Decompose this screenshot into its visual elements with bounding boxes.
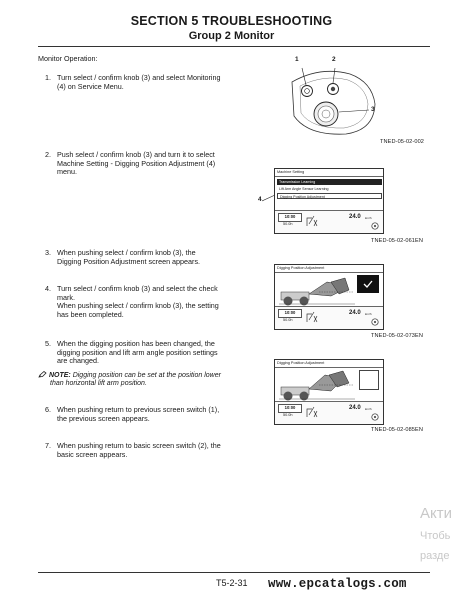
callout-3: 3 <box>371 106 375 113</box>
step-number: 1. <box>45 73 51 82</box>
step-number: 7. <box>45 441 51 450</box>
screen-title: Digging Position Adjustment <box>277 266 325 270</box>
fan-icon <box>370 413 380 421</box>
step-number: 3. <box>45 248 51 257</box>
screen-title: Machine Setting <box>277 170 305 174</box>
gauge-icon <box>305 214 319 228</box>
status-bar <box>275 210 383 233</box>
step-line: Digging Position Adjustment screen appears. <box>57 256 201 266</box>
hour-meter: 50.0h <box>283 318 293 322</box>
check-mark-button[interactable] <box>357 275 379 293</box>
step-line: basic screen appears. <box>57 449 128 459</box>
hour-meter: 50.0h <box>283 413 293 417</box>
callout-1: 1 <box>295 56 299 63</box>
step-line: menu. <box>57 167 77 177</box>
site-link[interactable]: www.epcatalogs.com <box>268 577 407 591</box>
speed-readout: 24.0 <box>349 310 361 316</box>
footer-rule <box>38 572 430 573</box>
speed-unit: km/h <box>365 407 372 411</box>
loader-illustration <box>279 274 355 306</box>
status-bar <box>275 401 383 424</box>
step-line: are changed. <box>57 356 99 366</box>
step-line: digging position and lift arm angle position settings <box>57 347 218 357</box>
status-bar <box>275 306 383 329</box>
speed-unit: km/h <box>365 216 372 220</box>
step-line: Push select / confirm knob (3) and turn it to select <box>57 150 215 159</box>
loader-illustration <box>279 369 355 401</box>
watermark-text: Чтобь <box>420 530 451 542</box>
step-line: mark. <box>57 292 75 302</box>
step-line: When pushing select / confirm knob (3), the <box>57 248 196 257</box>
note-label: NOTE: <box>48 372 71 379</box>
screen-divider <box>275 272 383 273</box>
page-number: T5-2-31 <box>216 578 248 588</box>
speed-readout: 24.0 <box>349 214 361 220</box>
step-line: Turn select / confirm knob (3) and select Monitoring <box>57 73 221 82</box>
screen-title: Digging Position Adjustment <box>277 361 325 365</box>
fan-icon <box>370 222 380 230</box>
note-text: Digging position can be set at the position lower <box>72 372 221 379</box>
figure-caption: TNED-05-02-085EN <box>371 427 423 433</box>
group-title: Group 2 Monitor <box>188 30 275 42</box>
callout-4: 4 <box>258 196 262 203</box>
watermark-text: разде <box>420 550 450 562</box>
step-line: When the digging position has been changed, the <box>57 339 215 348</box>
step-number: 5. <box>45 339 51 348</box>
gauge-icon <box>305 310 319 324</box>
speed-unit: km/h <box>365 312 372 316</box>
step-line: When pushing return to previous screen switch (1), <box>57 405 220 414</box>
selection-box[interactable] <box>359 370 379 390</box>
gauge-icon <box>305 405 319 419</box>
step-line: the previous screen appears. <box>57 413 150 423</box>
menu-item-lift-arm-angle[interactable]: Lift Arm Angle Sensor Learning <box>279 187 329 191</box>
note-block <box>38 371 248 389</box>
intro-text: Monitor Operation: <box>38 54 98 63</box>
monitor-knobs-illustration <box>280 56 430 148</box>
figure-monitor-knobs <box>280 56 430 148</box>
callout-2: 2 <box>332 56 336 63</box>
step-number: 2. <box>45 150 51 159</box>
clock-display: 10:00 <box>278 213 302 222</box>
step-line: When pushing select / confirm knob (3), the setting <box>57 301 219 311</box>
clock-display: 10:00 <box>278 309 302 318</box>
screen-divider <box>275 176 383 177</box>
note-pencil-icon <box>38 371 47 378</box>
speed-readout: 24.0 <box>349 405 361 411</box>
step-line: (4) on Service Menu. <box>57 81 124 91</box>
screen-divider <box>275 367 383 368</box>
digging-position-screen-changed <box>274 359 384 425</box>
digging-position-screen <box>274 264 384 330</box>
section-title: SECTION 5 TROUBLESHOOTING <box>130 14 333 28</box>
clock-display: 10:00 <box>278 404 302 413</box>
check-icon <box>357 275 379 293</box>
watermark-text: Акти <box>420 505 452 522</box>
step-line: has been completed. <box>57 309 124 319</box>
menu-item-digging-position[interactable]: Digging Position Adjustment <box>277 193 382 199</box>
header-rule <box>38 46 430 47</box>
step-line: Turn select / confirm knob (3) and select the check <box>57 284 218 293</box>
note-text: than horizontal lift arm position. <box>50 380 147 388</box>
figure-caption: TNED-05-02-002 <box>380 139 424 145</box>
step-line: When pushing return to basic screen switch (2), the <box>57 441 221 450</box>
machine-setting-screen <box>274 168 384 234</box>
step-number: 4. <box>45 284 51 293</box>
figure-caption: TNED-05-02-073EN <box>371 333 423 339</box>
step-line: Machine Setting - Digging Position Adjustment (4) <box>57 158 216 168</box>
menu-item-transmission-learning[interactable]: Transmission Learning <box>277 179 382 185</box>
step-number: 6. <box>45 405 51 414</box>
hour-meter: 50.0h <box>283 222 293 226</box>
fan-icon <box>370 318 380 326</box>
figure-caption: TNED-05-02-061EN <box>371 238 423 244</box>
